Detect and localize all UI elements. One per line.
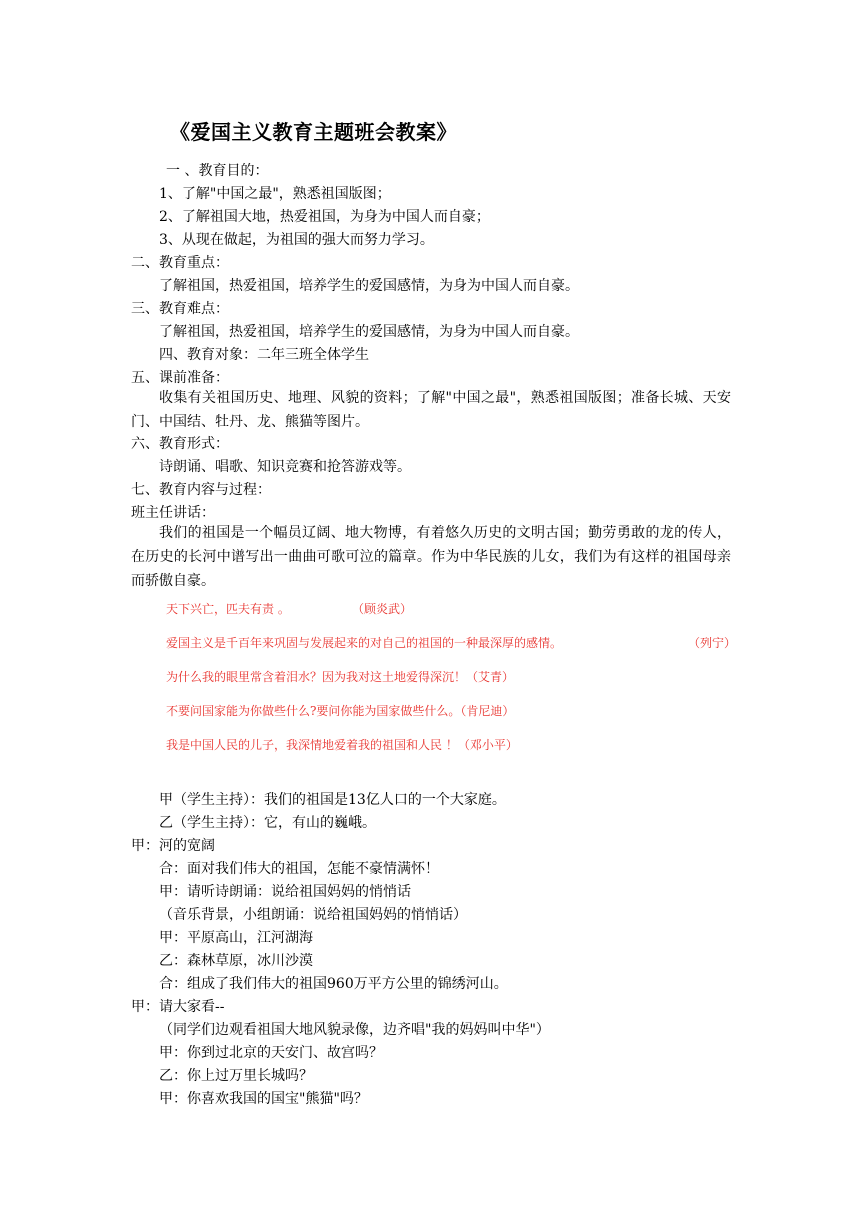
dialogue-line: （音乐背景，小组朗诵：说给祖国妈妈的悄悄话） xyxy=(159,907,467,923)
difficulty-heading: 三、教育难点： xyxy=(131,301,229,317)
dialogue-line: 甲：你喜欢我国的国宝"熊猫"吗？ xyxy=(159,1091,368,1107)
prep-text: 收集有关祖国历史、地理、风貌的资料；了解"中国之最"，熟悉祖国版图；准备长城、天安门、中国结、牡丹、龙、熊猫等图片。 xyxy=(131,390,731,430)
teacher-speech: 我们的祖国是一个幅员辽阔、地大物博，有着悠久历史的文明古国；勤劳勇敢的龙的传人，在历史的长河中谱写出一曲曲可歌可泣的篇章。作为中华民族的儿女，我们为有这样的祖国母亲而骄傲自豪。 xyxy=(131,525,731,589)
dialogue-line: 合：组成了我们伟大的祖国960万平方公里的锦绣河山。 xyxy=(159,976,508,992)
audience-line: 四、教育对象：二年三班全体学生 xyxy=(159,347,369,363)
prep-heading: 五、课前准备： xyxy=(131,370,229,386)
quote-source: （列宁） xyxy=(688,636,737,650)
quote-text: 不要问国家能为你做些什么?要问你能为国家做些什么。（肯尼迪） xyxy=(166,704,515,718)
dialogue-line: 甲：请听诗朗诵：说给祖国妈妈的悄悄话 xyxy=(159,884,411,900)
form-text: 诗朗诵、唱歌、知识竞赛和抢答游戏等。 xyxy=(159,459,411,475)
dialogue-line: 乙（学生主持）：它，有山的巍峨。 xyxy=(159,815,376,831)
quote-source: （顾炎武） xyxy=(352,602,413,616)
focus-text: 了解祖国，热爱祖国，培养学生的爱国感情，为身为中国人而自豪。 xyxy=(159,278,579,294)
dialogue-line: 乙：你上过万里长城吗？ xyxy=(159,1068,313,1084)
quote-text: 天下兴亡，匹夫有责 。 xyxy=(166,602,290,616)
quote-text: 爱国主义是千百年来巩固与发展起来的对自己的祖国的一种最深厚的感情。 xyxy=(166,636,563,650)
dialogue-line: 甲：河的宽阔 xyxy=(131,838,215,854)
quote-text: 我是中国人民的儿子，我深情地爱着我的祖国和人民 ！（邓小平） xyxy=(166,738,518,752)
speaker-label: 班主任讲话： xyxy=(131,505,215,521)
focus-heading: 二、教育重点： xyxy=(131,255,229,271)
dialogue-line: 乙：森林草原，冰川沙漠 xyxy=(159,953,313,969)
goal-item: 1、了解"中国之最"，熟悉祖国版图； xyxy=(159,186,391,202)
quote-text: 为什么我的眼里常含着泪水？因为我对这土地爱得深沉！（艾青） xyxy=(166,670,515,684)
dialogue-line: 甲：你到过北京的天安门、故宫吗？ xyxy=(159,1045,383,1061)
document-title: 《爱国主义教育主题班会教案》 xyxy=(170,120,457,144)
difficulty-text: 了解祖国，热爱祖国，培养学生的爱国感情，为身为中国人而自豪。 xyxy=(159,324,579,340)
goals-heading: 一 、教育目的： xyxy=(166,163,269,179)
dialogue-line: 甲：请大家看-- xyxy=(131,999,225,1015)
dialogue-line: （同学们边观看祖国大地风貌录像，边齐唱"我的妈妈叫中华"） xyxy=(159,1022,550,1038)
goal-item: 2、了解祖国大地，热爱祖国，为身为中国人而自豪； xyxy=(159,209,490,225)
dialogue-line: 甲（学生主持）：我们的祖国是13亿人口的一个大家庭。 xyxy=(159,792,506,808)
goal-item: 3、从现在做起，为祖国的强大而努力学习。 xyxy=(159,232,434,248)
dialogue-line: 甲：平原高山，江河湖海 xyxy=(159,930,313,946)
form-heading: 六、教育形式： xyxy=(131,436,229,452)
content-heading: 七、教育内容与过程： xyxy=(131,482,271,498)
dialogue-line: 合：面对我们伟大的祖国，怎能不豪情满怀！ xyxy=(159,861,439,877)
